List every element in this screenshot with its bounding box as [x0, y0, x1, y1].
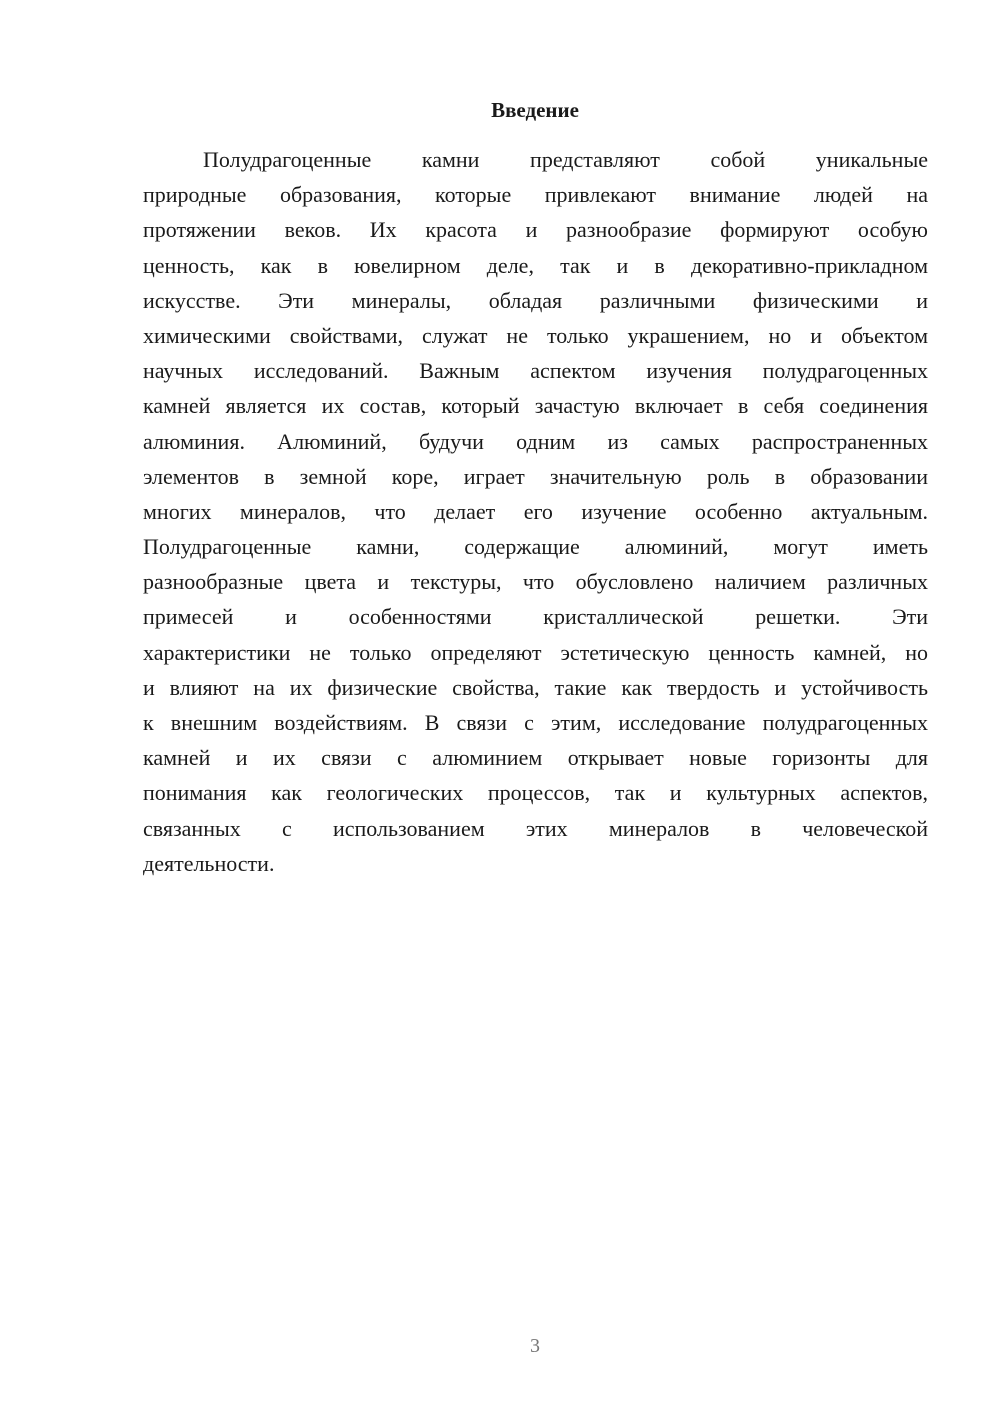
paragraph-line: характеристики не только определяют эстетическую ценность камней, но — [143, 639, 928, 665]
paragraph-line: к внешним воздействиям. В связи с этим, исследование полудрагоценных — [143, 710, 928, 735]
paragraph-line: искусстве. Эти минералы, обладая различными физическими и — [143, 287, 928, 313]
page-number: 3 — [530, 1335, 540, 1357]
section-title: Введение — [491, 98, 579, 122]
paragraph-line: природные образования, которые привлекают внимание людей на — [143, 182, 928, 208]
paragraph-line: понимания как геологических процессов, так и культурных аспектов, — [143, 780, 928, 806]
intro-paragraph — [143, 142, 928, 881]
paragraph-line: Полудрагоценные камни, содержащие алюминий, могут иметь — [143, 534, 928, 560]
paragraph-line: камней является их состав, который зачастую включает в себя соединения — [143, 393, 928, 419]
paragraph-line: многих минералов, что делает его изучение особенно актуальным. — [143, 498, 928, 524]
paragraph-line: разнообразные цвета и текстуры, что обусловлено наличием различных — [143, 569, 928, 595]
paragraph-line: элементов в земной коре, играет значительную роль в образовании — [143, 463, 928, 489]
paragraph-line: камней и их связи с алюминием открывает новые горизонты для — [143, 745, 928, 771]
paragraph-line: ценность, как в ювелирном деле, так и в декоративно-прикладном — [143, 252, 928, 278]
paragraph-line: научных исследований. Важным аспектом изучения полудрагоценных — [143, 358, 928, 384]
paragraph-line: протяжении веков. Их красота и разнообразие формируют особую — [143, 217, 928, 243]
paragraph-line: Полудрагоценные камни представляют собой уникальные — [203, 147, 928, 172]
paragraph-line: связанных с использованием этих минералов в человеческой — [143, 815, 928, 841]
paragraph-line: алюминия. Алюминий, будучи одним из самых распространенных — [143, 428, 928, 454]
paragraph-line: и влияют на их физические свойства, такие как твердость и устойчивость — [143, 674, 928, 700]
paragraph-line: деятельности. — [143, 850, 275, 876]
paragraph-line: химическими свойствами, служат не только украшением, но и объектом — [143, 322, 928, 348]
paragraph-line: примесей и особенностями кристаллической решетки. Эти — [143, 604, 928, 630]
